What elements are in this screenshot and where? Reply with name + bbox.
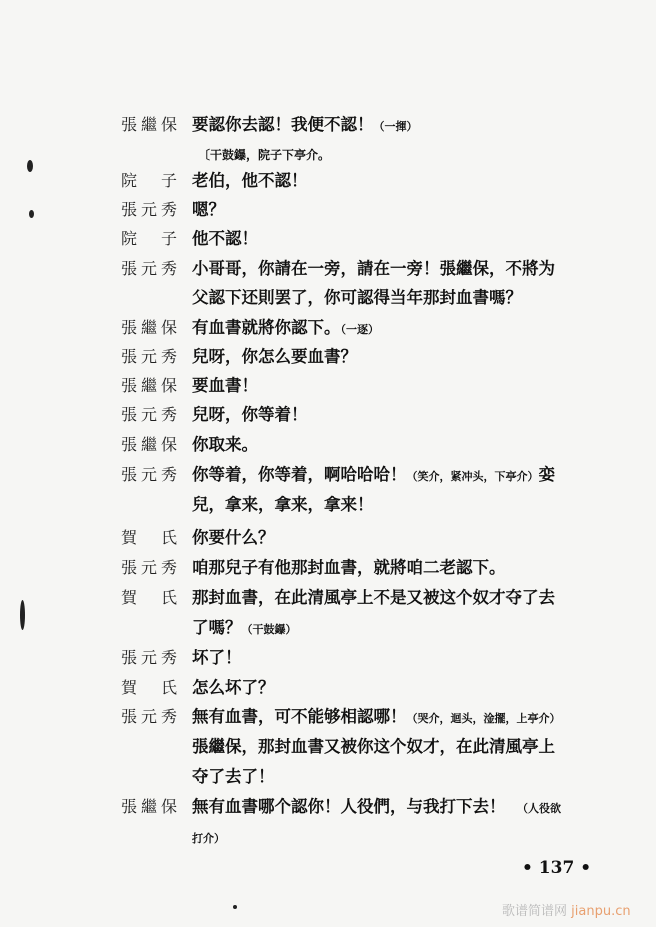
- speaker: 院子: [121, 171, 177, 190]
- dialogue-row: [0, 523, 656, 553]
- dialogue-line: [192, 822, 225, 854]
- dialogue-row: [0, 702, 656, 786]
- dialogue-line: [192, 702, 561, 734]
- scan-speck: [29, 210, 34, 218]
- dialogue-row: [0, 673, 656, 703]
- dialogue-line: 怎么坏了？: [192, 678, 275, 697]
- dialogue-row: [0, 371, 656, 401]
- stage-note: （干鼓鑤）: [241, 623, 297, 636]
- stage-note: （一揮）: [373, 120, 418, 133]
- scan-speck: [27, 160, 33, 172]
- dialogue-row: [0, 460, 656, 514]
- speaker: 張元秀: [121, 558, 177, 577]
- dialogue-row: [0, 166, 656, 196]
- dialogue-line: [192, 313, 379, 345]
- dialogue-line: 小哥哥，你請在一旁，請在一旁！張繼保，不將为: [192, 259, 555, 278]
- speaker: 張元秀: [121, 405, 177, 424]
- speaker: 賀氏: [121, 678, 177, 697]
- dialogue-row: [0, 400, 656, 430]
- speaker: 張繼保: [121, 376, 177, 395]
- dialogue-line: 張繼保，那封血書又被你这个奴才，在此清風亭上: [192, 737, 555, 756]
- dialogue-line: 嗯？: [192, 200, 225, 219]
- dialogue-line: [192, 613, 297, 645]
- dialogue-line: 他不認！: [192, 229, 258, 248]
- stage-note: 打介）: [192, 832, 225, 845]
- dialogue-line: 你要什么？: [192, 528, 275, 547]
- scan-speck: [20, 600, 25, 630]
- stage-note: （笑介，紧冲头，下亭介）: [406, 470, 539, 483]
- speaker: 賀氏: [121, 528, 177, 547]
- speaker: 賀氏: [121, 588, 177, 607]
- dialogue-row: [0, 643, 656, 673]
- dialogue-line: 父認下还則罢了，你可認得当年那封血書嗎？: [192, 288, 522, 307]
- speaker: 張繼保: [121, 797, 177, 816]
- speaker: 張繼保: [121, 115, 177, 134]
- line-text: 了嗎？: [192, 618, 242, 637]
- line-text: 娈: [538, 465, 555, 484]
- dialogue-line: 你取来。: [192, 435, 258, 454]
- line-text: 無有血書，可不能够相認哪！: [192, 707, 407, 726]
- line-text: 無有血書哪个認你！人役們，与我打下去！: [192, 797, 506, 816]
- line-text: 有血書就將你認下。: [192, 318, 341, 337]
- speaker: 張元秀: [121, 200, 177, 219]
- watermark-en: jianpu.cn: [571, 904, 631, 919]
- scan-speck: [233, 905, 237, 909]
- dialogue-row: [0, 342, 656, 372]
- page-number: • 137 •: [522, 858, 592, 878]
- speaker: 張繼保: [121, 318, 177, 337]
- stage-note: （人役欲: [517, 802, 561, 815]
- dialogue-line: 兒，拿来，拿来，拿来！: [192, 495, 374, 514]
- dialogue-row: [0, 254, 656, 307]
- speaker: 院子: [121, 229, 177, 248]
- stage-direction: 〔干鼓鑤，院子下亭介。: [198, 148, 331, 162]
- speaker: 張元秀: [121, 465, 177, 484]
- speaker: 張元秀: [121, 648, 177, 667]
- dialogue-row: [0, 430, 656, 460]
- stage-note: （一逐）: [340, 323, 379, 336]
- dialogue-line: 要血書！: [192, 376, 258, 395]
- dialogue-line: [192, 460, 555, 492]
- dialogue-row: [0, 195, 656, 225]
- line-text: 要認你去認！我便不認！: [192, 115, 374, 134]
- dialogue-row: [0, 583, 656, 637]
- speaker: 張元秀: [121, 347, 177, 366]
- dialogue-line: 夺了去了！: [192, 767, 275, 786]
- watermark-cn: 歌谱简谱网: [502, 904, 568, 919]
- line-text: 你等着，你等着，啊哈哈哈！: [192, 465, 407, 484]
- dialogue-row: [0, 224, 656, 254]
- dialogue-line: [192, 110, 418, 142]
- dialogue-row: [0, 553, 656, 583]
- speaker: 張元秀: [121, 707, 177, 726]
- watermark: [502, 900, 631, 919]
- dialogue-line: 坏了！: [192, 648, 242, 667]
- dialogue-line: 老伯，他不認！: [192, 171, 308, 190]
- dialogue-row: [0, 313, 656, 343]
- dialogue-line: 兒呀，你等着！: [192, 405, 308, 424]
- speaker: 張繼保: [121, 435, 177, 454]
- dialogue-row: [0, 110, 656, 140]
- dialogue-row: [0, 792, 656, 845]
- dialogue-line: [192, 792, 561, 824]
- dialogue-line: 兒呀，你怎么要血書？: [192, 347, 357, 366]
- dialogue-line: 咱那兒子有他那封血書，就將咱二老認下。: [192, 558, 506, 577]
- speaker: 張元秀: [121, 259, 177, 278]
- stage-note: （哭介，迴头，淦擺，上亭介）: [406, 712, 561, 725]
- dialogue-line: 那封血書，在此清風亭上不是又被这个奴才夺了去: [192, 588, 555, 607]
